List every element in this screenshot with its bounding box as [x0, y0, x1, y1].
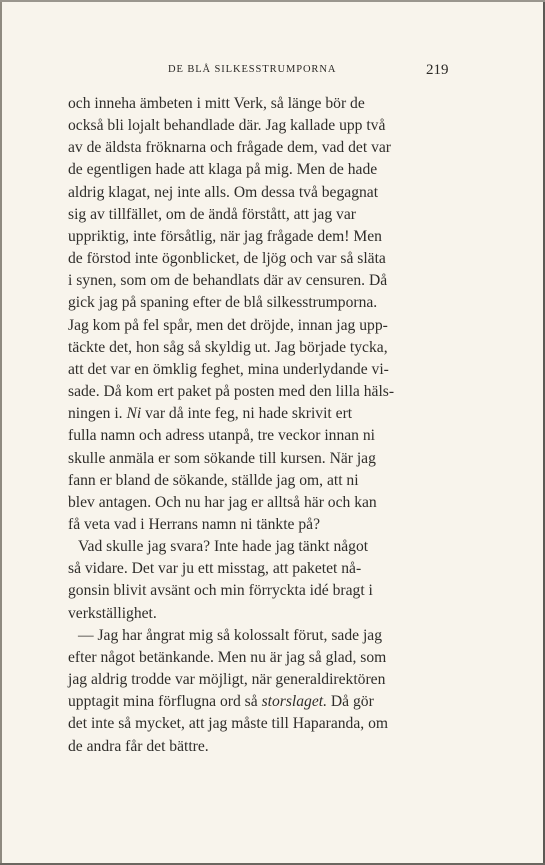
text-line: gonsin blivit avsänt och min förryckta idé bragt i — [68, 582, 373, 600]
italic-word: storslaget. — [261, 693, 328, 711]
text-line: också bli lojalt behandlade där. Jag kallade upp två — [68, 117, 386, 135]
line-end-text: var då inte feg, ni hade skrivit ert — [145, 405, 353, 423]
text-line: Vad skulle jag svara? Inte hade jag tänkt något — [78, 538, 369, 556]
text-line: täckte det, hon såg så skyldig ut. Jag började tycka, — [68, 338, 388, 356]
paragraph-3 — [68, 625, 460, 758]
text-line — [68, 403, 460, 425]
text-line: — Jag har ångrat mig så kolossalt förut, sade jag — [78, 626, 383, 644]
text-line: blev antagen. Och nu har jag er alltså här och kan — [68, 493, 377, 511]
text-line: så vidare. Det var ju ett misstag, att paketet nå- — [68, 560, 362, 578]
running-title: DE BLÅ SILKESSTRUMPORNA — [168, 64, 337, 75]
page-header — [0, 64, 545, 84]
page-number: 219 — [426, 62, 449, 78]
page-left-edge — [0, 0, 2, 865]
text-line: av de äldsta fröknarna och frågade dem, vad det var — [68, 139, 391, 157]
text-line: fulla namn och adress utanpå, tre veckor innan ni — [68, 427, 376, 445]
page-top-edge — [0, 0, 545, 2]
text-line: det inte så mycket, att jag måste till Haparanda, om — [68, 715, 388, 733]
text-line: de förstod inte ögonblicket, de ljög och var så släta — [68, 250, 386, 268]
text-line: sade. Då kom ert paket på posten med den lilla häls- — [68, 383, 395, 401]
text-line: Jag kom på fel spår, men det dröjde, innan jag upp- — [68, 316, 388, 334]
body-text — [68, 93, 460, 758]
line-end-text: Då gör — [330, 693, 374, 711]
line-start-text: upptagit mina förflugna ord så — [68, 693, 258, 711]
text-line: efter något betänkande. Men nu är jag så glad, som — [68, 648, 387, 666]
text-line: fann er bland de sökande, ställde jag om, att ni — [68, 471, 359, 489]
paragraph-1 — [68, 93, 460, 536]
text-line: jag aldrig trodde var möjligt, när generaldirektören — [68, 671, 386, 689]
text-line: verkställighet. — [68, 604, 157, 622]
paragraph-2 — [68, 536, 460, 625]
text-line: sig av tillfället, om de ändå förstått, att jag var — [68, 205, 356, 223]
text-line: få veta vad i Herrans namn ni tänkte på? — [68, 515, 320, 533]
text-line: uppriktig, inte försåtlig, när jag frågade dem! Men — [68, 227, 382, 245]
text-line: de andra får det bättre. — [68, 737, 209, 755]
italic-word: Ni — [126, 405, 142, 423]
line-start-text: ningen i. — [68, 405, 123, 423]
text-line: de egentligen hade att klaga på mig. Men de hade — [68, 161, 378, 179]
text-line — [68, 691, 460, 713]
text-line: skulle anmäla er som sökande till kursen. När jag — [68, 449, 376, 467]
text-line: att det var en ömklig feghet, mina underlydande vi- — [68, 360, 389, 378]
text-line: aldrig klagat, nej inte alls. Om dessa två begagnat — [68, 183, 379, 201]
text-line: i synen, som om de behandlats där av censuren. Då — [68, 272, 388, 290]
text-line: och inneha ämbeten i mitt Verk, så länge bör de — [68, 95, 365, 112]
text-line: gick jag på spaning efter de blå silkesstrumporna. — [68, 294, 378, 312]
